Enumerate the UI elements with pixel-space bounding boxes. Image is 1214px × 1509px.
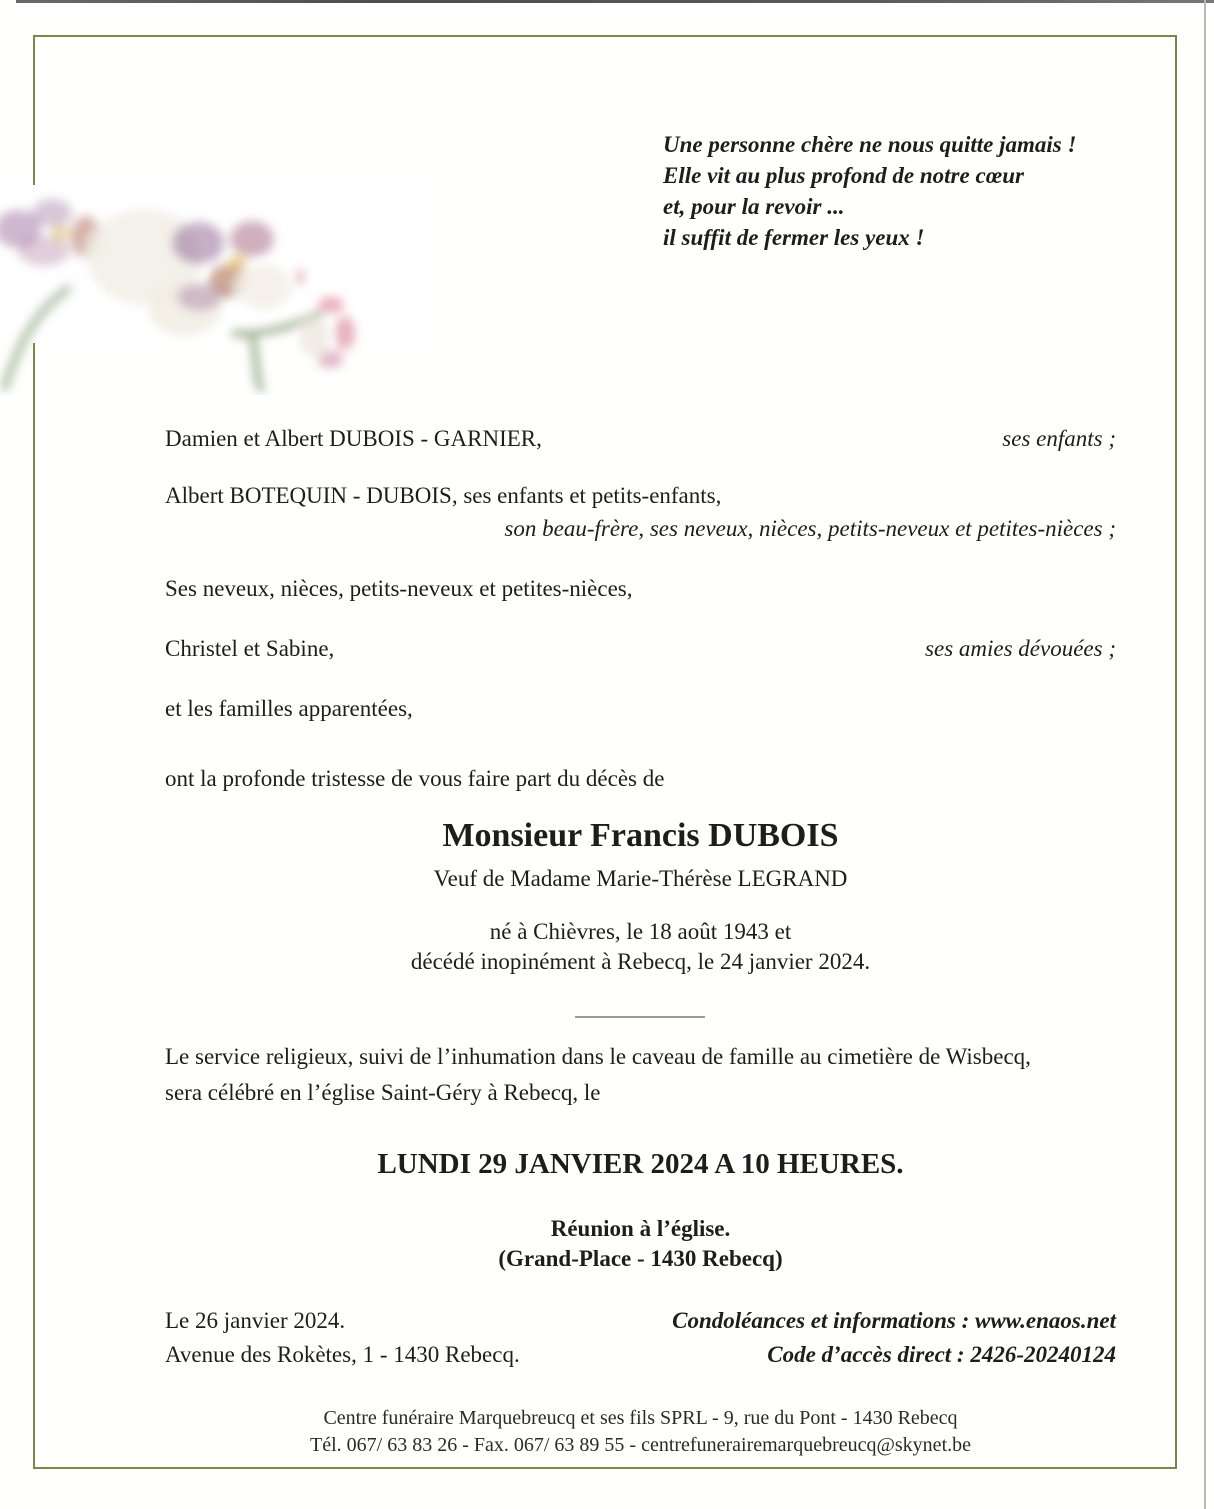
meeting-place: (Grand-Place - 1430 Rebecq) [498,1246,783,1271]
death-line: décédé inopinément à Rebecq, le 24 janvier 2024. [410,949,871,974]
family-names: Ses neveux, nièces, petits-neveux et petites-nièces, [165,576,633,601]
family-names: Albert BOTEQUIN - DUBOIS, ses enfants et petits-enfants, [165,483,722,508]
role-label: son beau-frère, ses neveux, nièces, petits-neveux et petites-nièces ; [504,516,1116,541]
quote-line: Elle vit au plus profond de notre cœur [663,163,1025,188]
ceremony-datetime: LUNDI 29 JANVIER 2024 A 10 HEURES. [377,1148,904,1180]
family-line [165,696,1116,722]
funeral-home-footer [165,1405,1116,1459]
family-line [165,483,1116,509]
issue-date-address [165,1304,520,1372]
family-line [165,636,1116,662]
issue-date: Le 26 janvier 2024. [165,1308,346,1333]
address: Avenue des Rokètes, 1 - 1430 Rebecq. [165,1342,520,1367]
birth-line: né à Chièvres, le 18 août 1943 et [489,919,792,944]
meeting-line: Réunion à l’église. [550,1216,731,1241]
family-line [165,576,1116,602]
condolences-block [672,1304,1116,1372]
family-names: et les familles apparentées, [165,696,413,721]
role-label: ses enfants ; [1002,426,1116,451]
scan-edge-right [1204,0,1206,1509]
orchid-image [0,185,430,395]
widower-line: Veuf de Madame Marie-Thérèse LEGRAND [433,866,848,891]
section-divider [575,1016,705,1018]
closing-block [165,1304,1116,1372]
quote-line: il suffit de fermer les yeux ! [663,225,925,250]
announcement-intro: ont la profonde tristesse de vous faire part du décès de [165,766,665,791]
role-label: ses amies dévouées ; [925,636,1116,661]
quote-line: et, pour la revoir ... [663,194,845,219]
family-line [165,426,1116,452]
scan-edge-top [16,0,1214,3]
deceased-name: Monsieur Francis DUBOIS [442,817,839,854]
funeral-home-contact: Tél. 067/ 63 83 26 - Fax. 067/ 63 89 55 - centrefunerairemarquebreucq@skynet.be [310,1434,971,1456]
family-names: Christel et Sabine, [165,636,335,661]
condolences-info: Condoléances et informations : www.enaos.net [672,1308,1116,1333]
service-paragraph: Le service religieux, suivi de l’inhumation dans le caveau de famille au cimetière de Wisbecq, sera célébré en l’église Saint-Géry à Rebecq, le [165,1044,1031,1105]
memorial-quote [663,129,1076,253]
access-code: Code d’accès direct : 2426-20240124 [767,1342,1116,1367]
quote-line: Une personne chère ne nous quitte jamais ! [663,132,1077,157]
funeral-home-info: Centre funéraire Marquebreucq et ses fils SPRL - 9, rue du Pont - 1430 Rebecq [323,1407,958,1429]
family-names: Damien et Albert DUBOIS - GARNIER, [165,426,542,451]
